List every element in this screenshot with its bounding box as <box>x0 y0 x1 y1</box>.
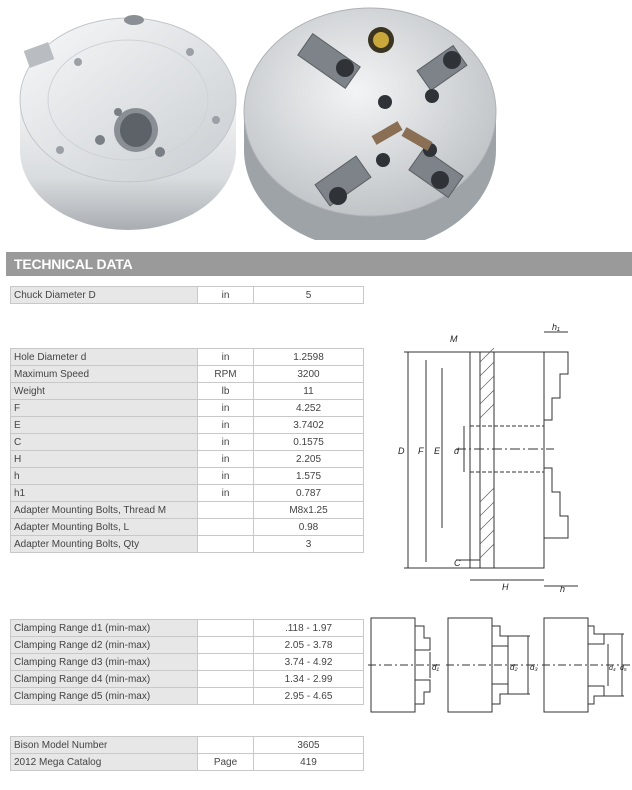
row-value: .118 - 1.97 <box>254 620 364 637</box>
row-unit <box>198 737 254 754</box>
row-unit <box>198 620 254 637</box>
table-row <box>11 417 364 434</box>
table-row <box>11 400 364 417</box>
row-label: Chuck Diameter D <box>11 287 198 304</box>
table-row <box>11 434 364 451</box>
row-value: 3 <box>254 536 364 553</box>
row-unit <box>198 502 254 519</box>
chuck-front-photo <box>244 8 496 240</box>
section-title: TECHNICAL DATA <box>14 256 133 272</box>
label-d5: d₅ <box>620 665 627 672</box>
row-label: Clamping Range d4 (min-max) <box>11 671 198 688</box>
row-unit <box>198 637 254 654</box>
row-label: Maximum Speed <box>11 366 198 383</box>
table-row <box>11 754 364 771</box>
row-label: Adapter Mounting Bolts, Qty <box>11 536 198 553</box>
table-row <box>11 536 364 553</box>
row-unit: in <box>198 485 254 502</box>
row-value: 3.74 - 4.92 <box>254 654 364 671</box>
table-row <box>11 688 364 705</box>
row-label: Bison Model Number <box>11 737 198 754</box>
row-value: 1.34 - 2.99 <box>254 671 364 688</box>
row-unit: in <box>198 287 254 304</box>
row-label: Clamping Range d2 (min-max) <box>11 637 198 654</box>
label-h: h <box>560 584 566 594</box>
cross-section-drawing <box>396 322 582 594</box>
row-value: 1.575 <box>254 468 364 485</box>
row-value: 11 <box>254 383 364 400</box>
row-label: h <box>11 468 198 485</box>
table-row <box>11 468 364 485</box>
row-label: Adapter Mounting Bolts, Thread M <box>11 502 198 519</box>
row-unit: in <box>198 417 254 434</box>
row-label: 2012 Mega Catalog <box>11 754 198 771</box>
row-unit: lb <box>198 383 254 400</box>
table-row <box>11 451 364 468</box>
label-E: E <box>434 446 441 456</box>
row-label: C <box>11 434 198 451</box>
table-row <box>11 485 364 502</box>
row-unit: in <box>198 451 254 468</box>
row-value: 2.05 - 3.78 <box>254 637 364 654</box>
row-label: Clamping Range d1 (min-max) <box>11 620 198 637</box>
row-label: Hole Diameter d <box>11 349 198 366</box>
clamping-range-drawing <box>368 612 630 718</box>
row-value: 3200 <box>254 366 364 383</box>
label-d4: d₄ <box>609 665 616 672</box>
row-unit: in <box>198 349 254 366</box>
label-F: F <box>418 446 424 456</box>
row-label: H <box>11 451 198 468</box>
label-d3: d₃ <box>530 663 538 672</box>
table-row <box>11 519 364 536</box>
label-d2: d₂ <box>510 663 518 672</box>
row-value: 0.787 <box>254 485 364 502</box>
table-row <box>11 620 364 637</box>
row-value: 419 <box>254 754 364 771</box>
row-value: 3605 <box>254 737 364 754</box>
row-value: 0.98 <box>254 519 364 536</box>
table-row <box>11 502 364 519</box>
table-row <box>11 671 364 688</box>
label-C: C <box>454 558 461 568</box>
table-row <box>11 637 364 654</box>
label-d: d <box>454 446 460 456</box>
table-row <box>11 287 364 304</box>
table-row <box>11 366 364 383</box>
row-label: Clamping Range d3 (min-max) <box>11 654 198 671</box>
table-row <box>11 654 364 671</box>
section-header <box>6 252 632 276</box>
row-unit <box>198 688 254 705</box>
row-value: 3.7402 <box>254 417 364 434</box>
row-unit <box>198 671 254 688</box>
row-unit: Page <box>198 754 254 771</box>
row-value: 2.205 <box>254 451 364 468</box>
table-row <box>11 383 364 400</box>
row-label: Clamping Range d5 (min-max) <box>11 688 198 705</box>
row-label: Adapter Mounting Bolts, L <box>11 519 198 536</box>
row-label: F <box>11 400 198 417</box>
table-row <box>11 737 364 754</box>
product-photos <box>0 0 632 240</box>
label-M: M <box>450 334 458 344</box>
label-d1: d₁ <box>432 663 439 672</box>
row-unit <box>198 536 254 553</box>
row-value: 0.1575 <box>254 434 364 451</box>
row-value: 1.2598 <box>254 349 364 366</box>
row-unit: in <box>198 434 254 451</box>
row-label: E <box>11 417 198 434</box>
row-value: 4.252 <box>254 400 364 417</box>
table-row <box>11 349 364 366</box>
row-unit: in <box>198 400 254 417</box>
row-unit: RPM <box>198 366 254 383</box>
row-value: M8x1.25 <box>254 502 364 519</box>
model-table <box>10 736 364 771</box>
row-unit <box>198 519 254 536</box>
row-label: Weight <box>11 383 198 400</box>
dimensions-table <box>10 348 364 553</box>
label-h1: h₁ <box>552 322 560 332</box>
label-H: H <box>502 582 509 592</box>
row-value: 2.95 - 4.65 <box>254 688 364 705</box>
label-D: D <box>398 446 405 456</box>
row-unit <box>198 654 254 671</box>
row-label: h1 <box>11 485 198 502</box>
row-value: 5 <box>254 287 364 304</box>
chuck-back-photo <box>20 15 236 230</box>
clamping-range-table <box>10 619 364 705</box>
row-unit: in <box>198 468 254 485</box>
chuck-diameter-table <box>10 286 364 304</box>
